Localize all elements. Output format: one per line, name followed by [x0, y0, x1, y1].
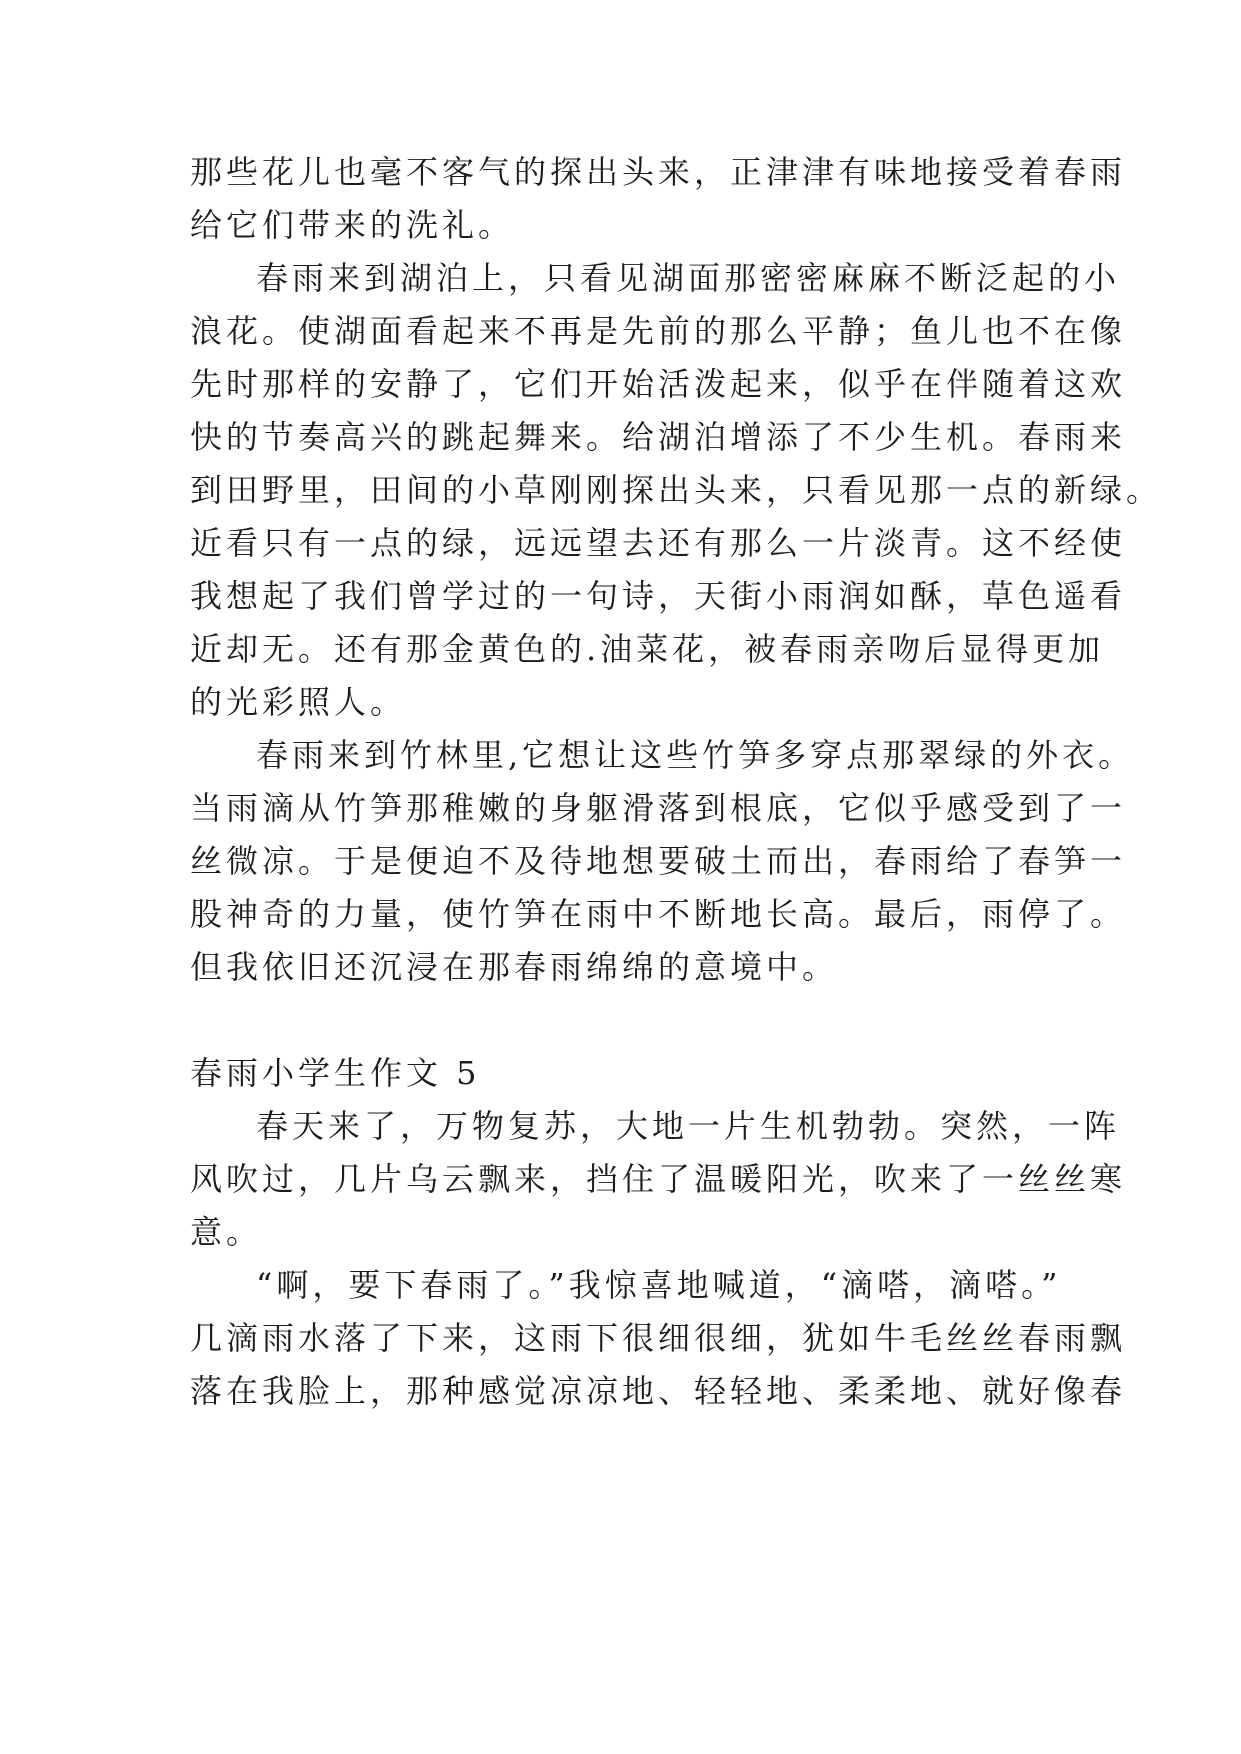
- text-line: [0, 576, 1241, 616]
- text-line-content: 的光彩照人。: [190, 683, 407, 721]
- text-line: [0, 1106, 1241, 1146]
- text-line-content: 近看只有一点的绿，远远望去还有那么一片淡青。这不经使: [190, 524, 1127, 562]
- text-line: [0, 523, 1241, 563]
- text-line: [0, 894, 1241, 934]
- text-line: [0, 947, 1241, 987]
- text-line: [0, 682, 1241, 722]
- text-line-content: 丝微凉。于是便迫不及待地想要破土而出，春雨给了春笋一: [190, 842, 1127, 880]
- text-line-content: 到田野里，田间的小草刚刚探出头来，只看见那一点的新绿。: [190, 471, 1163, 509]
- text-line-content: 快的节奏高兴的跳起舞来。给湖泊增添了不少生机。春雨来: [190, 418, 1127, 456]
- text-line-content: 我想起了我们曾学过的一句诗，天街小雨润如酥，草色遥看: [190, 577, 1127, 615]
- text-line: [0, 841, 1241, 881]
- heading-line: [0, 1053, 1241, 1093]
- text-line: [0, 1212, 1241, 1252]
- text-line: [0, 152, 1241, 192]
- text-line: [0, 311, 1241, 351]
- text-line: [0, 735, 1241, 775]
- text-line-content: 股神奇的力量，使竹笋在雨中不断地长高。最后，雨停了。: [190, 895, 1127, 933]
- text-line: [0, 1371, 1241, 1411]
- text-line-content: 那些花儿也毫不客气的探出头来，正津津有味地接受着春雨: [190, 153, 1127, 191]
- text-line: [0, 1159, 1241, 1199]
- text-line: [0, 629, 1241, 669]
- text-line-content: 春天来了，万物复苏，大地一片生机勃勃。突然，一阵: [256, 1107, 1121, 1145]
- text-line-content: 几滴雨水落了下来，这雨下很细很细，犹如牛毛丝丝春雨飘: [190, 1319, 1127, 1357]
- text-line-content: 给它们带来的洗礼。: [190, 206, 515, 244]
- text-line-content: 当雨滴从竹笋那稚嫩的身躯滑落到根底，它似乎感受到了一: [190, 789, 1127, 827]
- heading-text: 春雨小学生作文 5: [190, 1054, 481, 1092]
- text-line-content: 春雨来到竹林里,它想让这些竹笋多穿点那翠绿的外衣。: [256, 736, 1135, 774]
- text-line-content: 春雨来到湖泊上，只看见湖面那密密麻麻不断泛起的小: [256, 259, 1121, 297]
- text-line: [0, 364, 1241, 404]
- text-line: [0, 1265, 1241, 1305]
- text-line-content: 浪花。使湖面看起来不再是先前的那么平静；鱼儿也不在像: [190, 312, 1127, 350]
- text-line: [0, 1318, 1241, 1358]
- text-line: [0, 470, 1241, 510]
- text-line-content: 近却无。还有那金黄色的.油菜花，被春雨亲吻后显得更加: [190, 630, 1105, 668]
- text-line-content: 先时那样的安静了，它们开始活泼起来，似乎在伴随着这欢: [190, 365, 1127, 403]
- text-line: [0, 417, 1241, 457]
- text-line-content: “啊，要下春雨了。”我惊喜地喊道，“滴嗒，滴嗒。”: [256, 1266, 1062, 1304]
- text-line-content: 落在我脸上，那种感觉凉凉地、轻轻地、柔柔地、就好像春: [190, 1372, 1127, 1410]
- text-line: [0, 788, 1241, 828]
- text-line-content: 但我依旧还沉浸在那春雨绵绵的意境中。: [190, 948, 839, 986]
- text-line: [0, 258, 1241, 298]
- text-line: [0, 205, 1241, 245]
- text-line-content: 风吹过，几片乌云飘来，挡住了温暖阳光，吹来了一丝丝寒: [190, 1160, 1127, 1198]
- text-line-content: 意。: [190, 1213, 263, 1251]
